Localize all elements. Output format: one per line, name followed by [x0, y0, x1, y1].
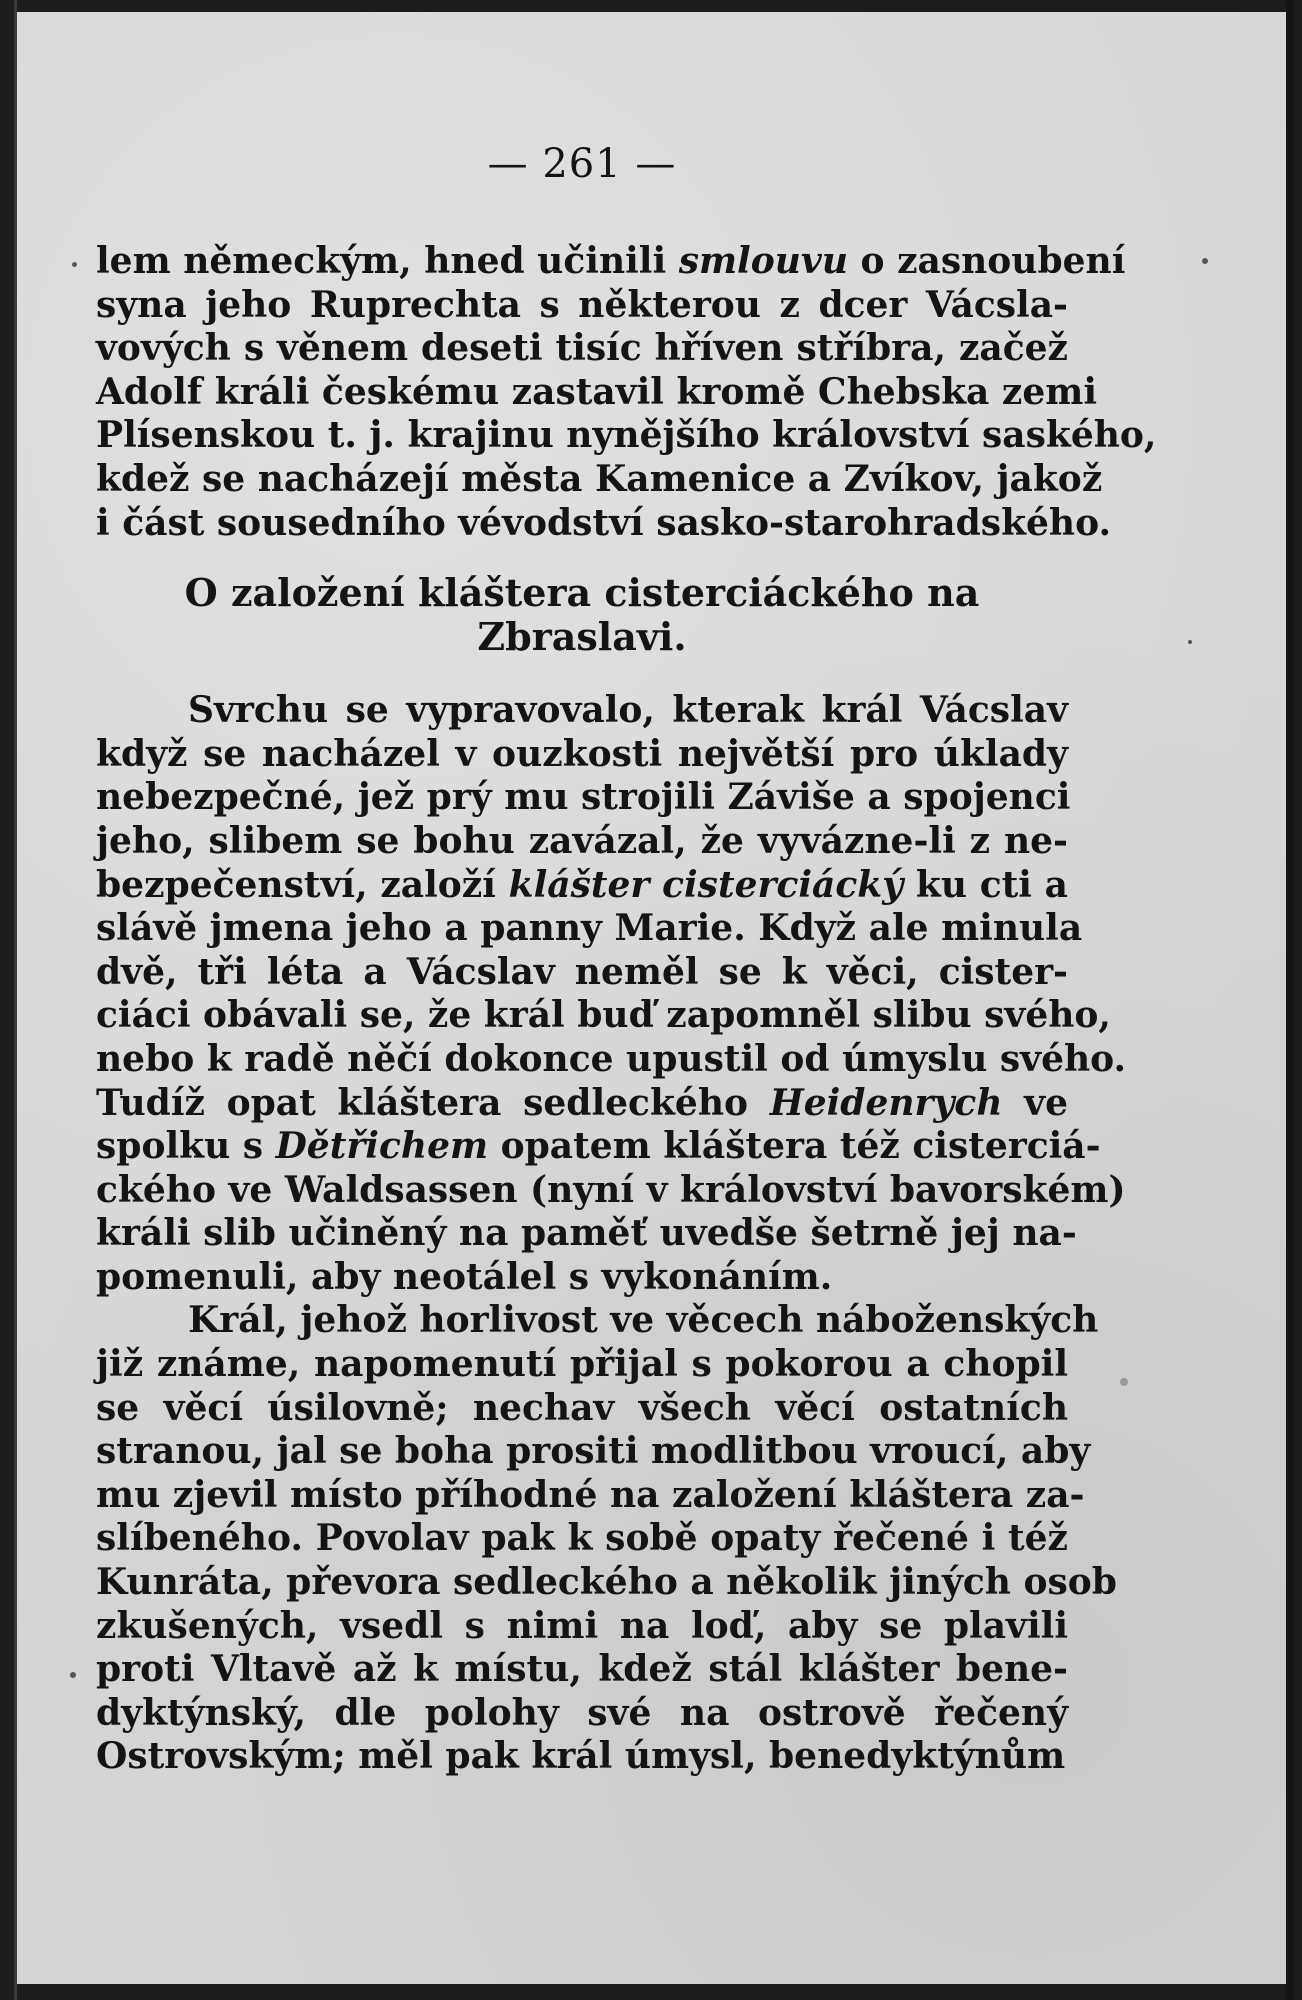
text-line	[96, 284, 1068, 328]
text-run: ckého ve Waldsassen (nyní v království bavorském)	[96, 1168, 1126, 1211]
text-run: pomenuli, aby neotálel s vykonáním.	[96, 1255, 833, 1298]
text-line	[96, 370, 1098, 415]
text-line	[96, 994, 1111, 1038]
text-line	[96, 1256, 1068, 1300]
emphasized-text: Dětřichem	[275, 1125, 489, 1168]
paper-speck	[70, 1672, 76, 1678]
text-line	[96, 327, 1068, 371]
text-run: ve	[1002, 1081, 1069, 1124]
text-line	[96, 1473, 1085, 1518]
text-line	[96, 1212, 1077, 1256]
text-line	[96, 457, 1103, 502]
text-line	[96, 1735, 1068, 1779]
text-line	[96, 501, 1111, 546]
text-run: ku cti a	[903, 863, 1068, 906]
text-run: se věcí úsilovně; nechav všech věcí ostatních	[96, 1386, 1068, 1429]
text-run: bezpečenství, založí	[96, 863, 509, 906]
text-run: slávě jmena jeho a panny Marie. Když ale minula	[96, 907, 1083, 950]
text-line	[96, 1561, 1117, 1605]
text-run: opatem kláštera též cisterciá-	[488, 1125, 1101, 1168]
paper-speck	[1188, 640, 1192, 644]
text-line	[96, 1299, 1099, 1343]
paper-speck	[1120, 1378, 1128, 1386]
section-heading-line: O založení kláštera cisterciáckého na	[184, 570, 980, 616]
text-run: lem německým, hned učinili	[96, 240, 679, 282]
page-text	[96, 140, 1157, 1779]
text-run: mu zjevil místo příhodné na založení kláštera za-	[96, 1473, 1085, 1516]
text-line	[96, 776, 1071, 820]
text-line	[96, 1430, 1091, 1474]
text-run: dyktýnský, dle polohy své na ostrově řečený	[96, 1691, 1068, 1734]
text-line	[96, 1648, 1068, 1692]
text-run: nebezpečné, jež prý mu strojili Záviše a spojenci	[96, 776, 1071, 819]
text-run: stranou, jal se boha prositi modlitbou vroucí, aby	[96, 1430, 1091, 1473]
text-run: Tudíž opat kláštera sedleckého	[96, 1081, 770, 1124]
text-run: zkušených, vsedl s nimi na loď, aby se plavili	[96, 1604, 1068, 1647]
text-run: kdež se nacházejí města Kamenice a Zvíkov, jakož	[96, 457, 1103, 500]
text-line	[96, 864, 1068, 908]
text-run: Svrchu se vypravovalo, kterak král Vácslav	[188, 689, 1068, 732]
text-line	[96, 1517, 1068, 1561]
paper-speck	[1202, 258, 1208, 264]
page-number: — 261 —	[487, 141, 677, 187]
emphasized-text: smlouvu	[678, 240, 848, 282]
binding-edge	[14, 0, 17, 2000]
text-line	[96, 1125, 1101, 1169]
text-line	[96, 1387, 1068, 1431]
paragraph-3	[96, 1299, 1117, 1779]
text-run: syna jeho Ruprechta s některou z dcer Vácsla-	[96, 283, 1068, 326]
text-run: Adolf králi českému zastavil kromě Chebska zemi	[96, 370, 1098, 413]
text-run: když se nacházel v ouzkosti největší pro úklady	[96, 732, 1068, 775]
text-run: jeho, slibem se bohu zavázal, že vyvázne-li z ne-	[96, 819, 1068, 862]
text-run: i část sousedního vévodství sasko-starohradského.	[96, 501, 1111, 544]
text-run: Plísenskou t. j. krajinu nynějšího království saského,	[96, 414, 1157, 457]
text-line	[96, 1605, 1068, 1649]
text-line	[96, 1168, 1126, 1213]
text-run: o zasnoubení	[848, 240, 1126, 282]
text-run: Ostrovským; měl pak král úmysl, benedyktýnům	[96, 1735, 1066, 1778]
page-edge-shadow	[1286, 0, 1294, 2000]
text-run: vových s věnem deseti tisíc hříven stříbra, začež	[96, 327, 1068, 370]
text-run: proti Vltavě až k místu, kdež stál klášter bene-	[96, 1648, 1068, 1691]
text-line	[96, 1343, 1068, 1387]
section-heading	[96, 571, 1068, 659]
paragraph-2	[96, 689, 1127, 1299]
text-line	[96, 1082, 1068, 1126]
text-line	[96, 1037, 1127, 1082]
text-run: nebo k radě něčí dokonce upustil od úmyslu svého.	[96, 1037, 1127, 1080]
paragraph-1	[96, 240, 1157, 545]
text-run: Král, jehož horlivost ve věcech náboženských	[188, 1299, 1099, 1342]
text-line	[96, 240, 1126, 284]
text-line	[96, 1692, 1068, 1736]
text-line	[96, 414, 1157, 458]
text-run: Kunráta, převora sedleckého a několik jiných osob	[96, 1561, 1117, 1604]
text-line	[96, 820, 1068, 864]
text-run: králi slib učiněný na paměť uvedše šetrně jej na-	[96, 1212, 1077, 1255]
text-line	[96, 733, 1068, 777]
text-line	[96, 951, 1068, 995]
emphasized-text: Heidenrych	[769, 1081, 1003, 1124]
paper-speck	[72, 262, 77, 267]
text-run: již známe, napomenutí přijal s pokorou a chopil	[96, 1343, 1068, 1386]
text-run: ciáci obávali se, že král buď zapomněl slibu svého,	[96, 994, 1111, 1037]
emphasized-text: klášter cisterciácký	[508, 863, 904, 906]
text-line	[96, 907, 1083, 951]
text-run: dvě, tři léta a Vácslav neměl se k věci, cister-	[96, 950, 1068, 993]
section-heading-line: Zbraslavi.	[477, 614, 687, 660]
text-run: spolku s	[96, 1125, 276, 1168]
text-line	[96, 689, 1068, 733]
text-run: slíbeného. Povolav pak k sobě opaty řečené i též	[96, 1517, 1068, 1560]
